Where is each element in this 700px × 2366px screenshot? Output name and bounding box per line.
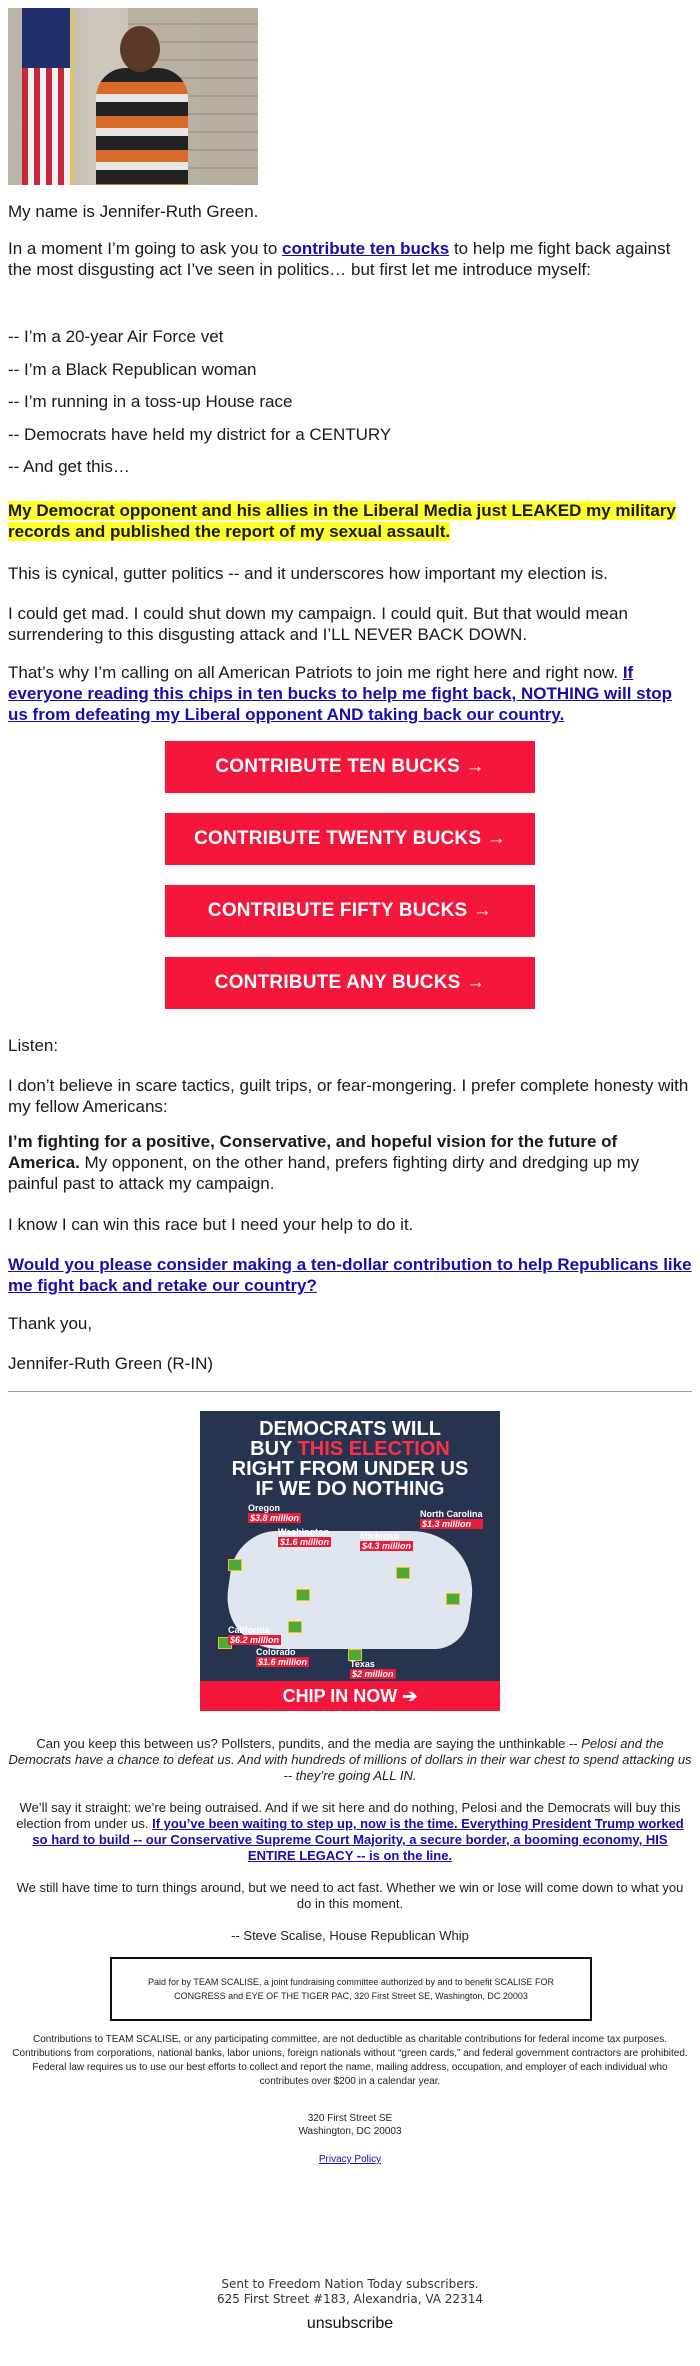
ad-state-amount: $1.3 million [420, 1519, 483, 1529]
scalise-paragraph-2 [8, 1800, 692, 1864]
ad-state-name: California [228, 1625, 270, 1635]
ad-headline-buy: BUY [250, 1438, 298, 1460]
intro-paragraph [8, 238, 692, 280]
ad-state-label [248, 1503, 301, 1523]
ad-state-label [256, 1647, 309, 1667]
scalise-legacy-link[interactable]: If you’ve been waiting to step up, now is the time. Everything President Trump worked so hard to build -- our Conservative Supreme Court Majority, a secure border, a booming economy, HIS ENTIRE LEGACY -- is on the line. [32, 1816, 684, 1863]
intro-name: My name is Jennifer-Ruth Green. [8, 202, 259, 221]
photo-flag-canton [22, 8, 72, 68]
ad-state-label [228, 1625, 281, 1645]
contribute-ten-link[interactable]: contribute ten bucks [282, 239, 450, 258]
closing-thanks: Thank you, [8, 1314, 93, 1333]
scalise-p1-pre: Can you keep this between us? Pollsters, pundits, and the media are saying the unthinkable -- [36, 1736, 582, 1751]
legal-address-line1: 320 First Street SE [307, 2113, 393, 2124]
ad-state-name: Washington [278, 1527, 330, 1537]
photo-person-head [120, 26, 160, 72]
ad-state-label [278, 1527, 331, 1547]
bullet-item: -- And get this… [8, 457, 130, 476]
privacy-policy-link[interactable]: Privacy Policy [318, 2154, 382, 2165]
unsubscribe-link[interactable]: unsubscribe [306, 2315, 394, 2332]
ad-state-name: Oregon [248, 1503, 281, 1513]
money-stack-icon [296, 1589, 310, 1601]
ad-state-amount: $1.6 million [258, 1657, 308, 1667]
intro-text-pre: In a moment I’m going to ask you to [8, 239, 283, 258]
ad-state-label [420, 1509, 483, 1529]
legal-disclaimer: Contributions to TEAM SCALISE, or any participating committee, are not deductible as charitable contributions for federal income tax purposes. Contributions from corporations, national banks, labor unions, foreign nationals without “green cards,” and federal government contractors are prohibited. Federal law requires us to use our best efforts to collect and report the name, mailing address, occupation, and employer of each individual who contributes over $200 in a calendar year. [12, 2034, 688, 2087]
paragraph-cynical: This is cynical, gutter politics -- and it underscores how important my election is. [8, 564, 608, 583]
photo-person-body [96, 68, 188, 185]
ad-state-amount: $4.3 million [362, 1541, 412, 1551]
signature: Jennifer-Ruth Green (R-IN) [8, 1354, 214, 1373]
ad-headline [200, 1419, 500, 1499]
ad-headline-line1: DEMOCRATS WILL [259, 1418, 441, 1440]
contribute-twenty-button[interactable]: CONTRIBUTE TWENTY BUCKS → [165, 813, 535, 865]
paid-for-box [110, 1957, 592, 2021]
footer-sent-to: Sent to Freedom Nation Today subscribers. [221, 2277, 479, 2291]
ad-state-name: Michigan [360, 1531, 400, 1541]
bullet-item: -- I’m a 20-year Air Force vet [8, 327, 224, 346]
ad-headline-line4: IF WE DO NOTHING [255, 1478, 445, 1500]
chip-in-ten-link[interactable]: If everyone reading this chips in ten bucks to help me fight back, NOTHING will stop us from defeating my Liberal opponent AND taking back our country. [8, 663, 673, 724]
highlighted-text: My Democrat opponent and his allies in the Liberal Media just LEAKED my military records and published the report of my sexual assault. [8, 501, 676, 541]
contribute-ten-button[interactable]: CONTRIBUTE TEN BUCKS → [165, 741, 535, 793]
scalise-paragraph-1 [8, 1736, 692, 1784]
scalise-signature: -- Steve Scalise, House Republican Whip [231, 1928, 469, 1943]
ad-headline-line3: RIGHT FROM UNDER US [231, 1458, 469, 1480]
intro-text-post: to help me fight back against the most disgusting act I’ve seen in politics… but first let me introduce myself: [8, 239, 671, 279]
footer-address: 625 First Street #183, Alexandria, VA 22314 [217, 2292, 483, 2306]
candidate-photo [8, 8, 258, 185]
vision-bold-text: I’m fighting for a positive, Conservative, and hopeful vision for the future of America. [8, 1132, 618, 1172]
chip-in-now-button[interactable]: CHIP IN NOW ➔ [200, 1681, 500, 1711]
paragraph-honesty: I don’t believe in scare tactics, guilt trips, or fear-mongering. I prefer complete honesty with my fellow Americans: [8, 1076, 689, 1116]
vision-text-post: My opponent, on the other hand, prefers fighting dirty and dredging up my painful past to attack my campaign. [8, 1153, 640, 1193]
money-stack-icon [288, 1621, 302, 1633]
money-stack-icon [228, 1559, 242, 1571]
bullet-item: -- I’m a Black Republican woman [8, 360, 257, 379]
ad-state-label [350, 1659, 396, 1679]
ad-state-amount: $2 million [352, 1669, 394, 1679]
bullet-item: -- I’m running in a toss-up House race [8, 392, 293, 411]
bullet-item: -- Democrats have held my district for a CENTURY [8, 425, 392, 444]
divider [8, 1391, 692, 1392]
money-stack-icon [396, 1567, 410, 1579]
ad-headline-this-election: THIS ELECTION [297, 1438, 450, 1460]
ad-state-amount: $3.8 million [250, 1513, 300, 1523]
money-stack-icon [446, 1593, 460, 1605]
paragraph-ask [8, 1254, 692, 1296]
paragraph-vision [8, 1131, 692, 1194]
cta-text-pre: That’s why I’m calling on all American Patriots to join me right here and right now. [8, 663, 623, 682]
ad-state-amount: $1.6 million [280, 1537, 330, 1547]
scalise-p1-italic: Pelosi and the Democrats have a chance to defeat us. And with hundreds of millions of dollars in their war chest to spend attacking us -- they’re going ALL IN. [8, 1736, 692, 1783]
contribute-any-button[interactable]: CONTRIBUTE ANY BUCKS → [165, 957, 535, 1009]
legal-address-line2: Washington, DC 20003 [298, 2126, 402, 2137]
paid-for-text: Paid for by TEAM SCALISE, a joint fundraising committee authorized by and to benefit SCALISE FOR CONGRESS and EYE OF THE TIGER PAC, 320 First Street SE, Washington, DC 20003 [147, 1977, 555, 2001]
chip-in-banner-ad[interactable] [200, 1411, 500, 1711]
ad-state-name: Colorado [256, 1647, 296, 1657]
paragraph-never-back-down: I could get mad. I could shut down my campaign. I could quit. But that would mean surrendering to this disgusting attack and I’LL NEVER BACK DOWN. [8, 604, 628, 644]
ad-state-label [360, 1531, 413, 1551]
ten-dollar-contribution-link[interactable]: Would you please consider making a ten-dollar contribution to help Republicans like me fight back and retake our country? [8, 1255, 692, 1295]
scalise-paragraph-3: We still have time to turn things around, but we need to act fast. Whether we win or lose will come down to what you do in this moment. [16, 1880, 684, 1911]
paragraph-win-race: I know I can win this race but I need your help to do it. [8, 1215, 414, 1234]
privacy-policy [8, 2153, 692, 2167]
ad-state-name: North Carolina [420, 1509, 483, 1519]
ad-state-name: Texas [350, 1659, 375, 1669]
ad-headline-line2 [200, 1439, 500, 1459]
ad-state-amount: $6.2 million [230, 1635, 280, 1645]
contribute-fifty-button[interactable]: CONTRIBUTE FIFTY BUCKS → [165, 885, 535, 937]
photo-flagpole [70, 8, 75, 185]
highlight-paragraph [8, 500, 692, 542]
scalise-p2-pre: We’ll say it straight: we’re being outraised. And if we sit here and do nothing, Pelosi and the Democrats will buy this election from under us. [16, 1800, 681, 1831]
paragraph-listen: Listen: [8, 1036, 59, 1055]
paragraph-call-to-action [8, 662, 692, 725]
